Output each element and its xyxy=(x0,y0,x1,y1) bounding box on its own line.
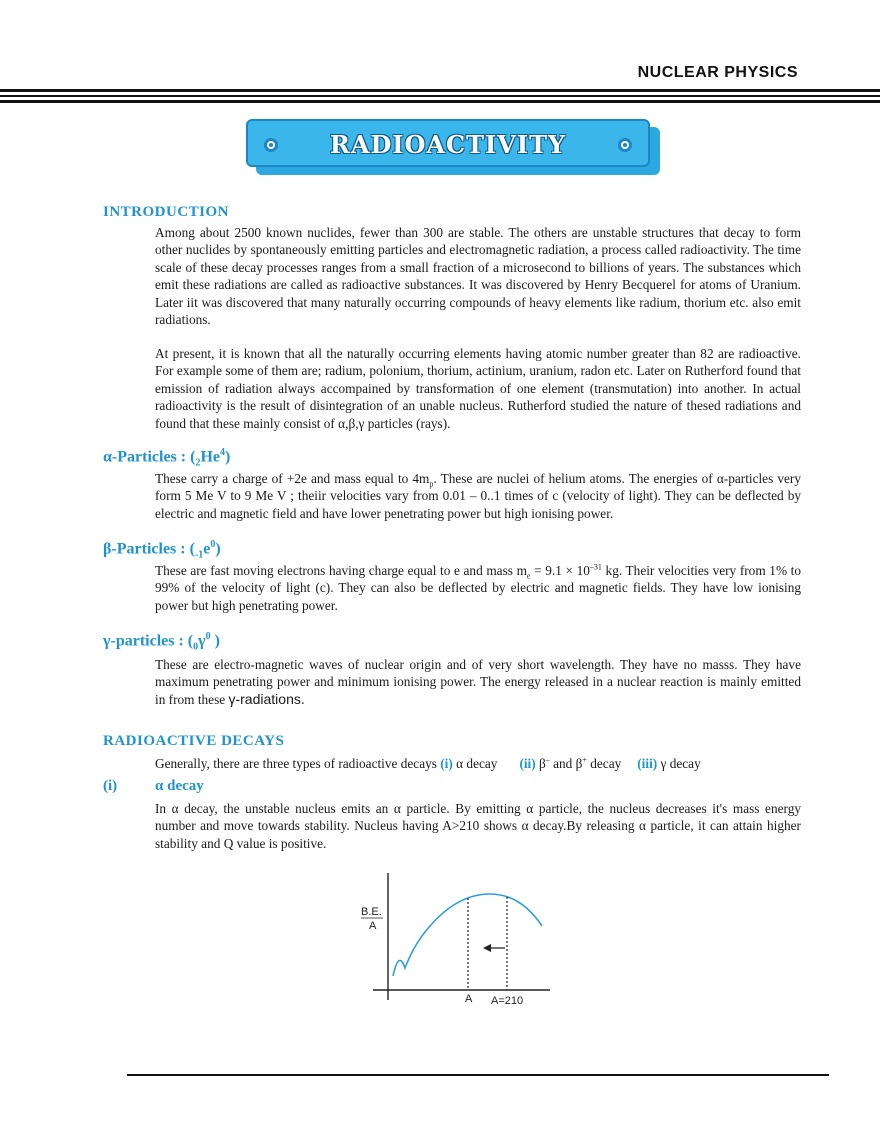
banner-title: RADIOACTIVITY xyxy=(329,130,567,159)
banner-box xyxy=(246,119,650,167)
heading-superscript: 0 xyxy=(210,539,216,550)
beta-particles-paragraph xyxy=(155,562,801,614)
alpha-particles-heading xyxy=(103,447,230,469)
heading-text: ) xyxy=(210,632,220,650)
paragraph-text: decay xyxy=(586,756,622,771)
paragraph-text: . These are nuclei of helium atoms. The energies of α-particles very form 5 Me V to 9 Me V ; theiir velocities vary from 0.01 – 0..1 times of c (velocity of light). They can be deflected by electric and magnetic field and have lower penetrating power but high ionising power. xyxy=(155,471,801,521)
paragraph-text: These carry a charge of +2e and mass equal to 4m xyxy=(155,471,430,486)
heading-superscript: 0 xyxy=(205,631,211,642)
paragraph-subscript: e xyxy=(526,571,531,581)
heading-text: ) xyxy=(215,540,221,558)
heading-text: β-Particles : ( xyxy=(103,540,195,558)
heading-superscript: 4 xyxy=(219,447,225,458)
decay-types-line xyxy=(155,755,835,772)
y-label-top: B.E. xyxy=(361,906,382,918)
heading-symbol: e xyxy=(203,540,211,558)
paragraph-text: γ-radiations. xyxy=(228,690,305,707)
introduction-paragraph-2: At present, it is known that all the naturally occurring elements having atomic number greater than 82 are radioactive. For example some of them are; radium, polonium, thorium, actinium, uranium, radon etc. Later on Rutherford found that emission of radiation always accompained by transformation of one element (transmutation) into another. In actual radioactivity is the result of disintegration of an unable nucleus. Rutherford studied the nature of thesed radiations and found that these mainly consist of α,β,γ particles (rays). xyxy=(155,346,801,431)
decay-label-iii: (iii) xyxy=(637,756,658,771)
alpha-decay-paragraph: In α decay, the unstable nucleus emits an α particle. By emitting α particle, the nucleus decreases it's mass energy number and move towards stability. Nucleus having A>210 shows α decay.By releasing α particle, it can attain higher stability and Q value is positive. xyxy=(155,801,801,851)
heading-text: α-Particles : ( xyxy=(103,448,196,466)
paragraph-text: and β xyxy=(549,756,583,771)
heading-text: ) xyxy=(224,448,231,466)
paragraph-text: = 9.1 × 10 xyxy=(530,563,590,578)
heading-subscript: -1 xyxy=(194,549,204,561)
heading-symbol: γ xyxy=(198,632,206,650)
x-label-210: A=210 xyxy=(491,995,524,1007)
gamma-particles-heading xyxy=(103,631,220,653)
bullet-dot-icon xyxy=(618,138,632,152)
paragraph-subscript: p xyxy=(429,479,434,489)
header-rule-1 xyxy=(0,89,880,92)
alpha-decay-heading: α decay xyxy=(155,778,204,794)
y-label-bottom: A xyxy=(369,920,377,932)
decay-label-i: (i) xyxy=(440,756,453,771)
x-label-a: A xyxy=(465,993,473,1005)
paragraph-superscript: – xyxy=(545,755,550,765)
decay-label-ii: (ii) xyxy=(519,756,536,771)
paragraph-text: These are fast moving electrons having charge equal to e and mass m xyxy=(155,563,527,578)
left-arrow-icon xyxy=(483,944,491,952)
alpha-particles-paragraph xyxy=(155,470,801,522)
paragraph-text: β xyxy=(535,756,546,771)
introduction-heading: INTRODUCTION xyxy=(103,204,230,220)
beta-particles-heading xyxy=(103,539,221,561)
paragraph-superscript: –31 xyxy=(589,562,602,572)
heading-subscript: 2 xyxy=(195,457,201,469)
heading-symbol: He xyxy=(200,448,220,466)
footer-rule xyxy=(127,1074,829,1076)
paragraph-text: α decay xyxy=(452,756,498,771)
heading-subscript: 0 xyxy=(193,641,199,653)
section-banner xyxy=(246,119,662,179)
introduction-paragraph-1: Among about 2500 known nuclides, fewer than 300 are stable. The others are unstable structures that decay to form other nuclides by spontaneously emitting particles and electromagnetic radiation, a process called radioactivity. The time scale of these decay processes ranges from a small fraction of a microsecond to billions of years. The substances which emit these radiations are called as radioactive substances. It was discovered by Henry Becquerel for atoms of Uranium. Later iit was discovered that many naturally occurring compounds of heavy elements like radium, thorium etc. also emit radiations. xyxy=(155,225,801,328)
paragraph-text: Generally, there are three types of radioactive decays xyxy=(155,756,441,771)
paragraph-text: kg. Their velocities very from 1% to 99% of the velocity of light (c). They can also be deflected by electric and magnetic fields. They have low ionising power but high penetrating power. xyxy=(155,563,801,613)
paragraph-text: γ decay xyxy=(657,756,701,771)
header-rule-2 xyxy=(0,95,880,97)
paragraph-text: These are electro-magnetic waves of nuclear origin and of very short wavelength. They have no masss. They have maximum penetrating power and minimum ionising power. The energy released in a nuclear reaction is mainly emitted in from these xyxy=(155,657,801,707)
heading-text: γ-particles : ( xyxy=(103,632,194,650)
gamma-particles-paragraph xyxy=(155,656,801,708)
alpha-decay-number: (i) xyxy=(103,778,118,794)
radioactive-decays-heading: RADIOACTIVE DECAYS xyxy=(103,733,285,749)
paragraph-superscript: + xyxy=(582,755,587,765)
header-rule-3 xyxy=(0,100,880,103)
binding-energy-graph xyxy=(355,868,555,1013)
chapter-title: NUCLEAR PHYSICS xyxy=(637,64,798,81)
